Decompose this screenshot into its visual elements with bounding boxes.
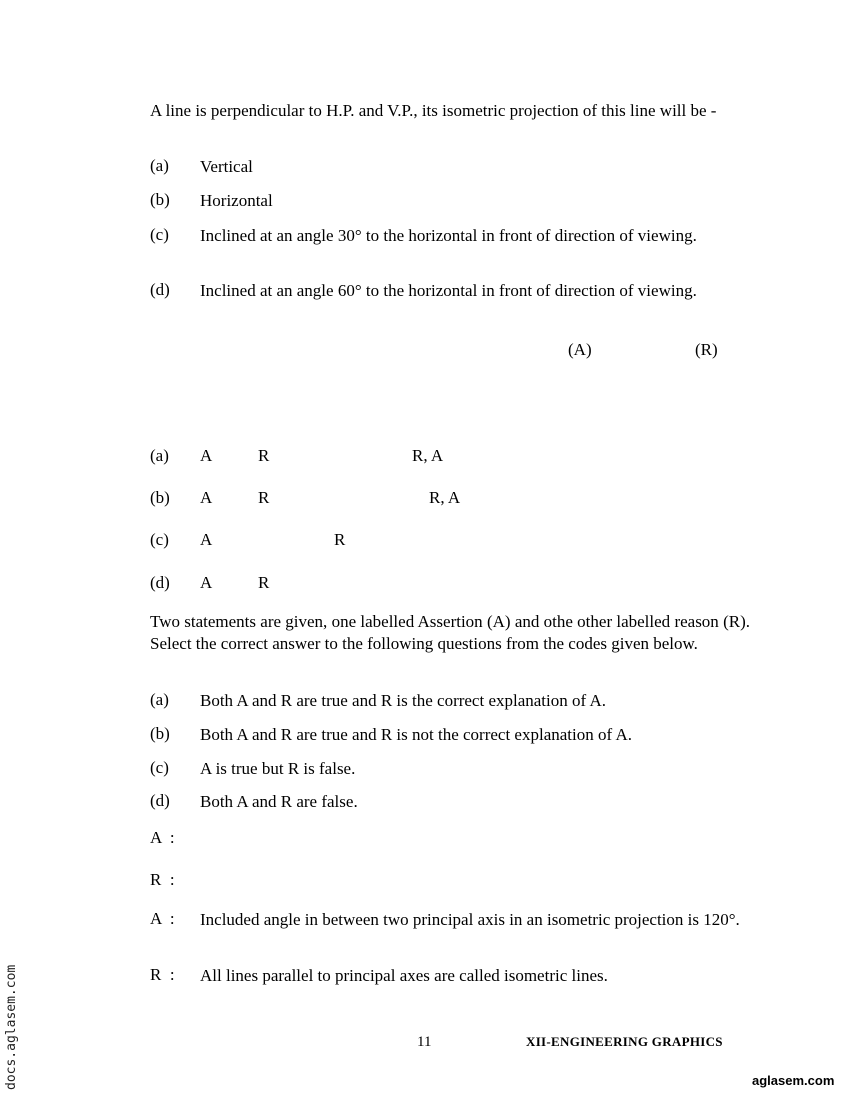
q1-option-b-text: Horizontal: [200, 191, 273, 210]
q2-option-d-token-2: R: [258, 573, 270, 592]
question-3-stem: Two statements are given, one labelled Assertion (A) and othe other labelled reason (R). Select the correct answer to the following questions from the codes given below.: [150, 612, 750, 653]
q1-option-d-text: Inclined at an angle 60° to the horizontal in front of direction of viewing.: [200, 281, 697, 300]
question-1-stem: A line is perpendicular to H.P. and V.P., its isometric projection of this line will be -: [150, 101, 717, 120]
q1-option-d-letter: (d): [150, 280, 170, 299]
q2-option-c-token-2: R: [334, 530, 346, 549]
q3-option-b-text: Both A and R are true and R is not the correct explanation of A.: [200, 725, 632, 744]
q3-option-c-text: A is true but R is false.: [200, 759, 356, 778]
side-watermark-url: docs.aglasem.com: [4, 964, 19, 1090]
statement-4-text: All lines parallel to principal axes are called isometric lines.: [200, 966, 608, 985]
q3-option-b-letter: (b): [150, 724, 170, 743]
statement-3-text: Included angle in between two principal axis in an isometric projection is 120°.: [200, 910, 740, 929]
statement-2-label: R :: [150, 870, 175, 889]
statement-4-label: R :: [150, 965, 175, 984]
q2-option-c-token-1: A: [200, 530, 213, 549]
q2-option-a-token-3: R, A: [412, 446, 444, 465]
q3-option-c-letter: (c): [150, 758, 169, 777]
q1-option-c-letter: (c): [150, 225, 169, 244]
q1-option-b-letter: (b): [150, 190, 170, 209]
q2-option-b-letter: (b): [150, 488, 170, 507]
q2-option-a-token-2: R: [258, 446, 270, 465]
q2-option-b-token-1: A: [200, 488, 213, 507]
q2-option-a-letter: (a): [150, 446, 169, 465]
q1-option-a-text: Vertical: [200, 157, 253, 176]
q3-option-a-letter: (a): [150, 690, 169, 709]
q3-option-d-text: Both A and R are false.: [200, 792, 358, 811]
q1-option-c-text: Inclined at an angle 30° to the horizontal in front of direction of viewing.: [200, 226, 697, 245]
brand-watermark: aglasem.com: [752, 1073, 835, 1088]
q1-option-a-letter: (a): [150, 156, 169, 175]
column-header-r: (R): [695, 340, 718, 359]
page-number: 11: [417, 1034, 432, 1050]
q2-option-d-letter: (d): [150, 573, 170, 592]
q2-option-c-letter: (c): [150, 530, 169, 549]
q2-option-b-token-2: R: [258, 488, 270, 507]
column-header-a: (A): [568, 340, 592, 359]
q2-option-d-token-1: A: [200, 573, 213, 592]
q3-option-a-text: Both A and R are true and R is the correct explanation of A.: [200, 691, 607, 710]
q2-option-a-token-1: A: [200, 446, 213, 465]
statement-1-label: A :: [150, 828, 175, 847]
statement-3-label: A :: [150, 909, 175, 928]
q2-option-b-token-3: R, A: [429, 488, 461, 507]
q3-option-d-letter: (d): [150, 791, 170, 810]
footer-title: XII-ENGINEERING GRAPHICS: [526, 1034, 723, 1049]
